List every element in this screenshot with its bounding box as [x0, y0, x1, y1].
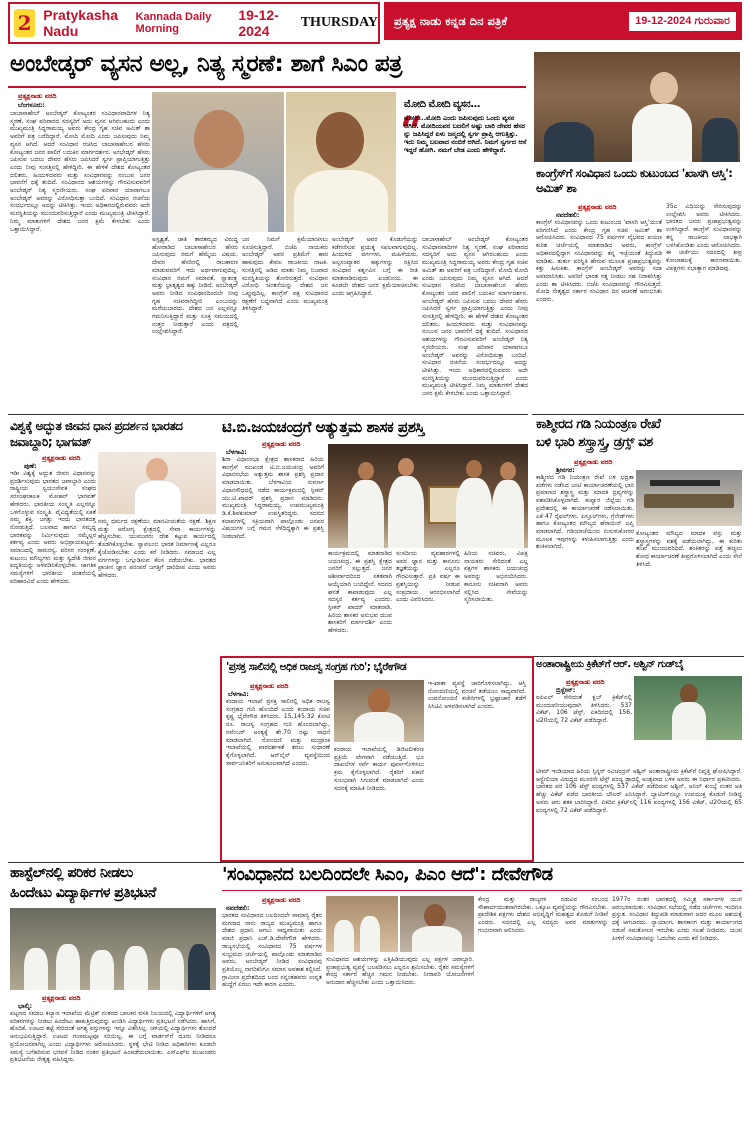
- byre-body-col1: ಕಂದಾಯ ಇಲಾಖೆ ಪ್ರಸಕ್ತ ಸಾಲಿನಲ್ಲಿ ಅಧಿಕ ರಾಜಸ್ವ ಸಂಗ್ರಹದ ಗುರಿ ಹೊಂದಿದೆ ಎಂದು ಕಂದಾಯ ಸಚಿವ ಕೃಷ್ಣ ಭೈರೇಗೌಡ ತಿಳಿಸಿದರು. 15,145.32 ಕೋಟಿ ರೂ. ರಾಜಸ್ವ ಸಂಗ್ರಹದ ಗುರಿ ಹೊಂದಲಾಗಿದ್ದು, ನವೆಂಬರ್ ಅಂತ್ಯಕ್ಕೆ ಶೇ.70 ರಷ್ಟು ಸಾಧನೆ ಮಾಡಲಾಗಿದೆ. ನೋಂದಣಿ ಮತ್ತು ಮುದ್ರಾಂಕ ಇಲಾಖೆಯಲ್ಲಿ ಪಾರದರ್ಶಕತೆ ತರಲು ಸುಧಾರಣೆ ಕೈಗೊಳ್ಳಲಾಗಿದೆ. ಆನ್‌ಲೈನ್ ವ್ಯವಸ್ಥೆಯಿಂದ ಸಾರ್ವಜನಿಕರಿಗೆ ಅನುಕೂಲವಾಗಿದೆ ಎಂದರು.: [226, 698, 330, 767]
- byre-body-col2: ಕಂದಾಯ ಇಲಾಖೆಯಲ್ಲಿ ಡಿಜಿಟಲೀಕರಣ ಪ್ರಕ್ರಿಯೆ ವೇಗವಾಗಿ ನಡೆಯುತ್ತಿದೆ. ಭೂ ದಾಖಲೆಗಳ ಸರ್ವೆ ಕಾರ್ಯ ಪೂರ್ಣಗೊಳಿಸಲು ಕ್ರಮ ಕೈಗೊಳ್ಳಲಾಗಿದೆ. ರೈತರಿಗೆ ಪಹಣಿ ಸುಲಭವಾಗಿ ಸಿಗುವಂತೆ ಮಾಡಲಾಗಿದೆ ಎಂದು ಸದನಕ್ಕೆ ಮಾಹಿತಿ ನೀಡಿದರು.: [334, 746, 424, 792]
- amit-shah-face: [194, 110, 244, 168]
- devegowda-shirt: [412, 926, 462, 952]
- kashmir-body-col1: ಕಾಶ್ಮೀರದ ಗಡಿ ನಿಯಂತ್ರಣ ರೇಖೆ ಬಳಿ ಭದ್ರತಾ ಪಡೆಗಳು ನಡೆಸಿದ ಜಂಟಿ ಕಾರ್ಯಾಚರಣೆಯಲ್ಲಿ ಭಾರಿ ಪ್ರಮಾಣದ ಶಸ್ತ್ರಾಸ್ತ್ರ ಮತ್ತು ಮಾದಕ ದ್ರವ್ಯಗಳನ್ನು ವಶಪಡಿಸಿಕೊಳ್ಳಲಾಗಿದೆ. ಕುಪ್ವಾರ ಜಿಲ್ಲೆಯ ಗಡಿ ಪ್ರದೇಶದಲ್ಲಿ ಈ ಕಾರ್ಯಾಚರಣೆ ನಡೆಸಲಾಯಿತು. ಎಕೆ 47 ರೈಫಲ್‌ಗಳು, ಪಿಸ್ತೂಲ್‌ಗಳು, ಗ್ರೆನೇಡ್‌ಗಳು ಹಾಗೂ ಕೋಟ್ಯಂತರ ಮೌಲ್ಯದ ಹೆರಾಯಿನ್ ಜಪ್ತಿ ಮಾಡಲಾಗಿದೆ. ಗಡಿಯಾಚೆಯಿಂದ ನುಸುಳುಕೋರರ ಮೂಲಕ ಇವುಗಳನ್ನು ಕಳುಹಿಸಲಾಗುತ್ತಿತ್ತು ಎಂದು ಶಂಕಿಸಲಾಗಿದೆ.: [536, 474, 634, 551]
- lead-pull-quote: ಮೋದಿ...ಮೋದಿ ಎಂದು ಜಪಿಸುವುದು ಒಂದು ವ್ಯಸನ ಆಗಿದೆ. ಮೋದಿಯವರ ಬದಲಿಗೆ ಅಷ್ಟು ಬಾರಿ ದೇವರ ಹೆಸರ ನ್ನು ಜಪಿಸಿದ್ದರೆ ಏಳು ಜನ್ಮದಲ್ಲಿ ಸ್ವರ್ಗ ಪ್ರಾಪ್ತಿ ಆಗುತ್ತಿತ್ತು. ಇದು ನಿಮ್ಮ ಬಲವಾದ ನಂಬಿಕೆ ಆಗಿದೆ. ನಿಮಗೆ ಸ್ವರ್ಗದ ಆಸೆ ಇದ್ದರೆ ಹೋಗಿ. ನಮಗೆ ಬೇಡ ಎಂದು ಹೇಳಿದ್ದಾರೆ.: [404, 114, 527, 154]
- byre-photo: [334, 680, 424, 742]
- tbj-body-col3: ಸಂಸದೀಯ ವ್ಯವಹಾರಗಳಲ್ಲಿ ಅವರ ಜ್ಞಾನ ಮತ್ತು ಕಾನೂನು ತಜ್ಞತೆಯನ್ನು ಎಲ್ಲರೂ ಗೌರವಿಸುತ್ತಾರೆ. ಪ್ರತಿ ವರ್ಷ ಈ ಪ್ರಶಸ್ತಿಯನ್ನು ನೀಡುವ ಸಂಪ್ರದಾಯ ಆರಂಭಿಸಲಾಗಿದೆ ಎಂದು ವಿವರಿಸಿದರು.: [396, 550, 460, 604]
- tbj-dateline: ಬೆಳಗಾವಿ:: [226, 448, 247, 456]
- paper-name: Pratykasha Nadu: [43, 7, 118, 39]
- gowda-headline: 'ಸಂವಿಧಾನದ ಬಲದಿಂದಲೇ ಸಿಎಂ, ಪಿಎಂ ಆದೆ': ದೇವೇಗೌಡ: [222, 864, 553, 885]
- byregowda-face: [368, 688, 390, 714]
- lead-byline: ಪ್ರತ್ಯಕ್ಷನಾಡು ವರದಿ: [18, 92, 57, 100]
- stage-person-3: [456, 478, 492, 548]
- ashwin-body-col2: ಟೀಮ್ ಇಂಡಿಯಾದ ಹಿರಿಯ ಸ್ಪಿನ್ನರ್ ರವಿಚಂದ್ರನ್ ಅಶ್ವಿನ್ ಅಂತಾರಾಷ್ಟ್ರೀಯ ಕ್ರಿಕೆಟ್‌ಗೆ ನಿವೃತ್ತಿ ಘೋಷಿಸಿದ್ದಾರೆ. ಆಸ್ಟ್ರೇಲಿಯಾ ವಿರುದ್ಧದ ಮೂರನೇ ಟೆಸ್ಟ್ ಪಂದ್ಯ ಡ್ರಾದಲ್ಲಿ ಅಂತ್ಯವಾದ ಬಳಿಕ ಅವರು ಈ ನಿರ್ಧಾರ ಪ್ರಕಟಿಸಿದರು. ಭಾರತದ ಪರ 106 ಟೆಸ್ಟ್ ಪಂದ್ಯಗಳಲ್ಲಿ 537 ವಿಕೆಟ್ ಪಡೆದಿರುವ ಅಶ್ವಿನ್, ಅನಿಲ್ ಕುಂಬ್ಳೆ ನಂತರ ಅತಿ ಹೆಚ್ಚು ವಿಕೆಟ್ ಪಡೆದ ಭಾರತೀಯ ಬೌಲರ್ ಎನಿಸಿದ್ದಾರೆ. ಬ್ಯಾಟಿಂಗ್‌ನಲ್ಲೂ ಉಪಯುಕ್ತ ಕೊಡುಗೆ ನೀಡಿದ್ದ ಅವರು ಆರು ಶತಕ ಬಾರಿಸಿದ್ದಾರೆ. ಏಕದಿನ ಕ್ರಿಕೆಟ್‌ನಲ್ಲಿ 116 ಪಂದ್ಯಗಳಲ್ಲಿ 156 ವಿಕೆಟ್, ಟಿ20ಯಲ್ಲಿ 65 ಪಂದ್ಯಗಳಲ್ಲಿ 72 ವಿಕೆಟ್ ಪಡೆದಿದ್ದಾರೆ.: [536, 768, 742, 814]
- ashwin-photo: [634, 676, 742, 740]
- byre-byline: ಪ್ರತ್ಯಕ್ಷನಾಡು ವರದಿ: [250, 682, 289, 690]
- right-divider-2: [532, 656, 744, 657]
- right-divider-1: [532, 414, 744, 415]
- seized-rifles: [650, 480, 720, 486]
- gowda-body-col2: ಸಂವಿಧಾನದ ಆಶಯಗಳನ್ನು ಎತ್ತಿಹಿಡಿಯುವುದು ಎಲ್ಲ ಪಕ್ಷಗಳ ಜವಾಬ್ದಾರಿ. ಪ್ರಜಾಪ್ರಭುತ್ವ ವ್ಯವಸ್ಥೆ ಬಲಪಡಿಸಲು ಎಲ್ಲರೂ ಶ್ರಮಿಸಬೇಕು. ರೈತರ ಸಮಸ್ಯೆಗಳಿಗೆ ಕೇಂದ್ರ ಸರ್ಕಾರ ಹೆಚ್ಚಿನ ಗಮನ ನೀಡಬೇಕು. ನೀರಾವರಿ ಯೋಜನೆಗಳಿಗೆ ಅನುದಾನ ಹೆಚ್ಚಿಸಬೇಕು ಎಂದು ಒತ್ತಾಯಿಸಿದರು.: [326, 956, 474, 987]
- kashmir-dateline: ಶ್ರೀನಗರ:: [556, 466, 575, 474]
- bhagwat-face: [146, 458, 168, 482]
- amit-parliament-photo: [534, 52, 740, 162]
- hostel-byline: ಪ್ರತ್ಯಕ್ಷನಾಡು ವರದಿ: [42, 994, 81, 1002]
- hostel-headline-line2: ಹಿಂದೇಟು ವಿದ್ಯಾರ್ಥಿಗಳ ಪ್ರತಿಭಟನೆ: [10, 885, 156, 901]
- parliament-speaker-face: [650, 72, 678, 104]
- lead-body-col1: ಬಾಬಾಸಾಹೇಬ್ ಅಂಬೇಡ್ಕರ್ ಕೋಟ್ಯಂತರ ಸಂವಿಧಾನವಾದಿಗಳ ನಿತ್ಯ ಸ್ಮರಣೆ, ಸಂಘ ಪರಿವಾರದ ಸದಸ್ಯರಿಗೆ ಅದು ವ್ಯಸನ ಆಗಿರಬಹುದು ಎಂದು ಮುಖ್ಯಮಂತ್ರಿ ಸಿದ್ದರಾಮಯ್ಯ ಅವರು ಕೇಂದ್ರ ಗೃಹ ಸಚಿವ ಅಮಿತ್ ಶಾ ಅವರಿಗೆ ಪತ್ರ ಬರೆದಿದ್ದಾರೆ. ಮೋದಿ ಮೋದಿ ಎಂದು ಜಪಿಸುವುದು ನಿಮ್ಮ ವ್ಯಸನ ಆಗಿದೆ. ಆದರೆ ಸಂವಿಧಾನ ರಚಿಸಿದ ಬಾಬಾಸಾಹೇಬರ ಹೆಸರು ಕೋಟ್ಯಂತರ ಜನರ ಪಾಲಿಗೆ ಬದುಕಿನ ಮಾರ್ಗದರ್ಶನ. ಅಂಬೇಡ್ಕರ್ ಹೆಸರು ಜಪಿಸುವ ಬದಲು ದೇವರ ಹೆಸರು ಜಪಿಸಿದರೆ ಸ್ವರ್ಗ ಪ್ರಾಪ್ತಿಯಾಗುತ್ತಿತ್ತು ಎಂದು ನೀವು ಸಂಸತ್ತಿನಲ್ಲಿ ಹೇಳಿದ್ದೀರಿ. ಈ ಹೇಳಿಕೆ ದೇಶದ ಕೋಟ್ಯಂತರ ದಲಿತರು, ಹಿಂದುಳಿದವರು ಮತ್ತು ಸಂವಿಧಾನವನ್ನು ನಂಬುವ ಜನರ ಭಾವನೆಗೆ ಧಕ್ಕೆ ತಂದಿದೆ. ಸಂವಿಧಾನದ ಆಶಯಗಳನ್ನು ಗೌರವಿಸುವವರಿಗೆ ಅಂಬೇಡ್ಕರ್ ನಿತ್ಯ ಸ್ಮರಣೀಯರು. ಸಂಘ ಪರಿವಾರ ಯಾವಾಗಲೂ ಅಂಬೇಡ್ಕರ್ ಅವರನ್ನು ವಿರೋಧಿಸುತ್ತಾ ಬಂದಿದೆ. ಸಂವಿಧಾನ ರಚನೆಯ ಸಂದರ್ಭದಲ್ಲೂ ಅದನ್ನು ಟೀಕಿಸಿತ್ತು. ಇಂದು ಅಧಿಕಾರದಲ್ಲಿರುವವರು ಅದೇ ಮನಸ್ಥಿತಿಯನ್ನು ಮುಂದುವರಿಸುತ್ತಿದ್ದಾರೆ ಎಂದು ಮುಖ್ಯಮಂತ್ರಿ ಟೀಕಿಸಿದ್ದಾರೆ. ನಿಮ್ಮ ಮಾತುಗಳಿಗೆ ದೇಶದ ಜನರ ಕ್ಷಮೆ ಕೇಳಬೇಕು ಎಂದು ಒತ್ತಾಯಿಸಿದ್ದಾರೆ.: [10, 110, 150, 233]
- kannada-paper-title: ಪ್ರತ್ಯಕ್ಷ ನಾಡು ಕನ್ನಡ ದಿನ ಪತ್ರಿಕೆ: [394, 13, 508, 28]
- lead-body-col3: ಜನ ನಿಮಗೆ ಕ್ಷಮೆಯಾಚಿಸಲು ಸೂಚಿಸುತ್ತಿದ್ದಾರೆ. ಬಿಜೆಪಿ ನಾಯಕರು ಅಂಬೇಡ್ಕರ್ ಅವರ ಪ್ರತಿಮೆಗೆ ಹಾರ ಹಾಕುವುದು ಕೇವಲ ರಾಜಕೀಯ ನಾಟಕ. ಸಂಸತ್ತಿನಲ್ಲಿ ಆಡಿದ ಮಾತು ನಿಮ್ಮ ನಿಜವಾದ ಮನಸ್ಥಿತಿಯನ್ನು ತೋರಿಸುತ್ತದೆ. ಸಂವಿಧಾನ ವಿರೋಧಿ ಚಿಂತನೆಯನ್ನು ದೇಶದ ಜನ ಒಪ್ಪುವುದಿಲ್ಲ. ಕಾಂಗ್ರೆಸ್ ಪಕ್ಷ ಸಂವಿಧಾನದ ರಕ್ಷಣೆಗೆ ಬದ್ಧವಾಗಿದೆ ಎಂದು ಮುಖ್ಯಮಂತ್ರಿ ತಿಳಿಸಿದ್ದಾರೆ.: [242, 236, 328, 313]
- paper-tagline: Kannada Daily Morning: [135, 11, 212, 35]
- gowda-meeting-photo: [326, 896, 398, 952]
- lead-photo-siddaramaiah: [286, 92, 396, 232]
- page-number: 2: [14, 9, 35, 37]
- quote-mark-icon: “: [400, 108, 424, 155]
- gowda-portrait-photo: [400, 896, 474, 952]
- bhagwat-photo: [98, 452, 216, 514]
- tbj-headline: ಟಿ.ಬಿ.ಜಯಚಂದ್ರಗೆ ಅತ್ಯುತ್ತಮ ಶಾಸಕ ಪ್ರಶಸ್ತಿ: [222, 418, 425, 436]
- parliament-member-left: [544, 122, 594, 162]
- kashmir-headline-line2: ಬಳಿ ಭಾರಿ ಶಸ್ತ್ರಾಸ್ತ್ರ, ಡ್ರಗ್ಸ್ ವಶ: [536, 435, 653, 450]
- ashwin-whites: [672, 702, 706, 740]
- stage-person-4: [492, 480, 524, 548]
- bhagwat-kurta: [134, 480, 182, 514]
- tbj-byline: ಪ್ರತ್ಯಕ್ಷನಾಡು ವರದಿ: [262, 440, 301, 448]
- parliament-speaker-kurta: [632, 104, 692, 162]
- bhagwat-body-col1: ಇಡೀ ವಿಶ್ವಕ್ಕೆ ಅದ್ಭುತ ಜೀವನ ವಿಧಾನವನ್ನು ಪ್ರದರ್ಶಿಸುವುದು ಭಾರತದ ಜವಾಬ್ದಾರಿ ಎಂದು ರಾಷ್ಟ್ರೀಯ ಸ್ವಯಂಸೇವಕ ಸಂಘದ ಸರಸಂಘಚಾಲಕ ಮೋಹನ್ ಭಾಗವತ್ ಹೇಳಿದರು. ಭಾರತೀಯ ಸಂಸ್ಕೃತಿ ಎಲ್ಲರನ್ನೂ ಒಳಗೊಳ್ಳುವ ಸಂಸ್ಕೃತಿ. ವೈವಿಧ್ಯತೆಯಲ್ಲಿ ಏಕತೆ ನಮ್ಮ ಶಕ್ತಿ. ಜಗತ್ತು ಇಂದು ಭಾರತದತ್ತ ನೋಡುತ್ತಿದೆ. ಬಲವಾದ ಹಾಗೂ ಸಮೃದ್ಧ ಭಾರತವನ್ನು ನಿರ್ಮಿಸುವುದು ನಮ್ಮೆಲ್ಲರ ಕರ್ತವ್ಯ ಎಂದು ಅವರು ಅಭಿಪ್ರಾಯಪಟ್ಟರು. ಸಮಾಜದಲ್ಲಿ ಸಾಮರಸ್ಯ, ಪರಿಸರ ಸಂರಕ್ಷಣೆ, ಕುಟುಂಬ ಮೌಲ್ಯಗಳು ಮತ್ತು ಸ್ವದೇಶಿ ಜೀವನ ಪದ್ಧತಿಯನ್ನು ಅಳವಡಿಸಿಕೊಳ್ಳಬೇಕು. ಜಾಗತಿಕ ಸಮಸ್ಯೆಗಳಿಗೆ ಭಾರತೀಯ ಚಿಂತನೆಯಲ್ಲಿ ಪರಿಹಾರವಿದೆ ಎಂದು ಹೇಳಿದರು.: [10, 470, 96, 585]
- stage-person-1-face: [358, 462, 374, 480]
- stage-person-4-face: [500, 462, 516, 480]
- parliament-member-right: [702, 118, 738, 162]
- student-2: [56, 944, 80, 990]
- meeting-person-2: [360, 916, 380, 952]
- amit-dateline: ನವದೆಹಲಿ:: [556, 211, 580, 219]
- masthead-english: [8, 2, 380, 44]
- amit-headline: ಕಾಂಗ್ರೆಸ್‌ಗೆ ಸಂವಿಧಾನ ಒಂದು ಕುಟುಂಬದ 'ಖಾಸಗಿ ಆಸ್ತಿ': ಅಮಿತ್ ಶಾ: [536, 166, 733, 195]
- lead-body-col5: ಬಾಬಾಸಾಹೇಬ್ ಅಂಬೇಡ್ಕರ್ ಕೋಟ್ಯಂತರ ಸಂವಿಧಾನವಾದಿಗಳ ನಿತ್ಯ ಸ್ಮರಣೆ, ಸಂಘ ಪರಿವಾರದ ಸದಸ್ಯರಿಗೆ ಅದು ವ್ಯಸನ ಆಗಿರಬಹುದು ಎಂದು ಮುಖ್ಯಮಂತ್ರಿ ಸಿದ್ದರಾಮಯ್ಯ ಅವರು ಕೇಂದ್ರ ಗೃಹ ಸಚಿವ ಅಮಿತ್ ಶಾ ಅವರಿಗೆ ಪತ್ರ ಬರೆದಿದ್ದಾರೆ. ಮೋದಿ ಮೋದಿ ಎಂದು ಜಪಿಸುವುದು ನಿಮ್ಮ ವ್ಯಸನ ಆಗಿದೆ. ಆದರೆ ಸಂವಿಧಾನ ರಚಿಸಿದ ಬಾಬಾಸಾಹೇಬರ ಹೆಸರು ಕೋಟ್ಯಂತರ ಜನರ ಪಾಲಿಗೆ ಬದುಕಿನ ಮಾರ್ಗದರ್ಶನ. ಅಂಬೇಡ್ಕರ್ ಹೆಸರು ಜಪಿಸುವ ಬದಲು ದೇವರ ಹೆಸರು ಜಪಿಸಿದರೆ ಸ್ವರ್ಗ ಪ್ರಾಪ್ತಿಯಾಗುತ್ತಿತ್ತು ಎಂದು ನೀವು ಸಂಸತ್ತಿನಲ್ಲಿ ಹೇಳಿದ್ದೀರಿ. ಈ ಹೇಳಿಕೆ ದೇಶದ ಕೋಟ್ಯಂತರ ದಲಿತರು, ಹಿಂದುಳಿದವರು ಮತ್ತು ಸಂವಿಧಾನವನ್ನು ನಂಬುವ ಜನರ ಭಾವನೆಗೆ ಧಕ್ಕೆ ತಂದಿದೆ. ಸಂವಿಧಾನದ ಆಶಯಗಳನ್ನು ಗೌರವಿಸುವವರಿಗೆ ಅಂಬೇಡ್ಕರ್ ನಿತ್ಯ ಸ್ಮರಣೀಯರು. ಸಂಘ ಪರಿವಾರ ಯಾವಾಗಲೂ ಅಂಬೇಡ್ಕರ್ ಅವರನ್ನು ವಿರೋಧಿಸುತ್ತಾ ಬಂದಿದೆ. ಸಂವಿಧಾನ ರಚನೆಯ ಸಂದರ್ಭದಲ್ಲೂ ಅದನ್ನು ಟೀಕಿಸಿತ್ತು. ಇಂದು ಅಧಿಕಾರದಲ್ಲಿರುವವರು ಅದೇ ಮನಸ್ಥಿತಿಯನ್ನು ಮುಂದುವರಿಸುತ್ತಿದ್ದಾರೆ ಎಂದು ಮುಖ್ಯಮಂತ್ರಿ ಟೀಕಿಸಿದ್ದಾರೆ. ನಿಮ್ಮ ಮಾತುಗಳಿಗೆ ದೇಶದ ಜನರ ಕ್ಷಮೆ ಕೇಳಬೇಕು ಎಂದು ಒತ್ತಾಯಿಸಿದ್ದಾರೆ.: [422, 236, 528, 398]
- gowda-byline: ಪ್ರತ್ಯಕ್ಷನಾಡು ವರದಿ: [262, 896, 301, 904]
- hostel-body: ಪಟ್ಟಣದ ಸಮಾಜ ಕಲ್ಯಾಣ ಇಲಾಖೆಯ ಮೆಟ್ರಿಕ್ ನಂತರದ ಬಾಲಕರ ವಸತಿ ನಿಲಯದಲ್ಲಿ ವಿದ್ಯಾರ್ಥಿಗಳಿಗೆ ಅಗತ್ಯ ಪರಿಕರಗಳನ್ನು ನೀಡಲು ಹಿಂದೇಟು ಹಾಕುತ್ತಿರುವುದನ್ನು ಖಂಡಿಸಿ ವಿದ್ಯಾರ್ಥಿಗಳು ಪ್ರತಿಭಟನೆ ನಡೆಸಿದರು. ಹಾಸಿಗೆ, ಹೊದಿಕೆ, ಊಟದ ತಟ್ಟೆ ಸೇರಿದಂತೆ ಅಗತ್ಯ ವಸ್ತುಗಳನ್ನು ಇನ್ನೂ ವಿತರಿಸಿಲ್ಲ. ಚಳಿಯಲ್ಲಿ ವಿದ್ಯಾರ್ಥಿಗಳು ತೊಂದರೆ ಅನುಭವಿಸುತ್ತಿದ್ದಾರೆ. ಊಟದ ಗುಣಮಟ್ಟವೂ ಸರಿಯಿಲ್ಲ. ಈ ಬಗ್ಗೆ ವಾರ್ಡನ್‌ಗೆ ದೂರು ನೀಡಿದರೂ ಪ್ರಯೋಜನವಾಗಿಲ್ಲ ಎಂದು ವಿದ್ಯಾರ್ಥಿಗಳು ಆರೋಪಿಸಿದರು. ಸ್ಥಳಕ್ಕೆ ಭೇಟಿ ನೀಡಿದ ಅಧಿಕಾರಿಗಳು ಕೂಡಲೇ ಸಮಸ್ಯೆ ಬಗೆಹರಿಸುವ ಭರವಸೆ ನೀಡಿದ ನಂತರ ಪ್ರತಿಭಟನೆ ಹಿಂಪಡೆಯಲಾಯಿತು. ಎಸ್‌ಎಫ್‌ಐ ಮುಖಂಡರು ಪ್ರತಿಭಟನೆಯ ನೇತೃತ್ವ ವಹಿಸಿದ್ದರು.: [10, 1010, 216, 1064]
- byre-dateline: ಬೆಳಗಾವಿ:: [228, 690, 249, 698]
- kashmir-byline: ಪ್ರತ್ಯಕ್ಷನಾಡು ವರದಿ: [574, 458, 613, 466]
- ashwin-headline: ಅಂತಾರಾಷ್ಟ್ರೀಯ ಕ್ರಿಕೆಟ್‌ಗೆ ಆರ್. ಅಶ್ವಿನ್ ಗುಡ್‌ಬೈ: [536, 659, 684, 670]
- student-3: [90, 950, 114, 990]
- bhagwat-headline: ವಿಶ್ವಕ್ಕೆ ಅದ್ಭುತ ಜೀವನ ಧಾನ ಪ್ರದರ್ಶನ ಭಾರತದ ಜವಾಬ್ದಾರಿ; ಭಾಗವತ್: [10, 419, 183, 449]
- kashmir-seized-items-photo: [636, 470, 742, 526]
- kannada-issue-date: 19-12-2024 ಗುರುವಾರ: [629, 12, 736, 31]
- gowda-body-col3: ಕೇಂದ್ರ ಮತ್ತು ರಾಜ್ಯಗಳ ನಡುವಿನ ಸಂಬಂಧ ಸೌಹಾರ್ದಯುತವಾಗಿರಬೇಕು. ಒಕ್ಕೂಟ ವ್ಯವಸ್ಥೆಯನ್ನು ಗೌರವಿಸಬೇಕು. ಪ್ರಾದೇಶಿಕ ಪಕ್ಷಗಳು ದೇಶದ ಅಭಿವೃದ್ಧಿಗೆ ಮಹತ್ವದ ಕೊಡುಗೆ ನೀಡಿವೆ ಎಂದರು. ಸದನದಲ್ಲಿ ಎಲ್ಲ ಸದಸ್ಯರು ಅವರ ಮಾತುಗಳನ್ನು ಗಂಭೀರವಾಗಿ ಆಲಿಸಿದರು.: [478, 896, 608, 934]
- amit-byline: ಪ್ರತ್ಯಕ್ಷನಾಡು ವರದಿ: [578, 203, 617, 211]
- lead-body-col4: ಅಂಬೇಡ್ಕರ್ ಅವರ ಕೊಡುಗೆಯನ್ನು ಕಡೆಗಣಿಸುವ ಪ್ರಯತ್ನ ಸಫಲವಾಗುವುದಿಲ್ಲ. ಹಿಂದುಳಿದ ವರ್ಗಗಳು, ಮಹಿಳೆಯರು, ಅಲ್ಪಸಂಖ್ಯಾತರ ಹಕ್ಕುಗಳನ್ನು ರಕ್ಷಿಸಿದ ಸಂವಿಧಾನ ಕರ್ತೃವಿನ ಬಗ್ಗೆ ಈ ರೀತಿ ಮಾತನಾಡಿರುವುದು ಖಂಡನೀಯ. ಈ ಕೂಡಲೇ ದೇಶದ ಜನರ ಕ್ಷಮೆಯಾಚಿಸಬೇಕು ಎಂದು ಆಗ್ರಹಿಸಿದ್ದಾರೆ.: [332, 236, 418, 297]
- bottom-divider: [8, 862, 744, 863]
- student-5: [160, 948, 184, 990]
- gowda-body-col4: 1977ರ ನಂತರ ಭಾರತದಲ್ಲಿ ಸಮ್ಮಿಶ್ರ ಸರ್ಕಾರಗಳ ಯುಗ ಆರಂಭವಾಯಿತು. ಸಂವಿಧಾನ ಸಭೆಯಲ್ಲಿ ನಡೆದ ಚರ್ಚೆಗಳು ಇಂದಿಗೂ ಪ್ರಸ್ತುತ. ಸಂವಿಧಾನ ತಿದ್ದುಪಡಿ ಮಾಡುವಾಗ ಅದರ ಮೂಲ ಆಶಯಕ್ಕೆ ಧಕ್ಕೆ ಆಗಬಾರದು. ನ್ಯಾಯಾಂಗ, ಶಾಸಕಾಂಗ ಮತ್ತು ಕಾರ್ಯಾಂಗದ ನಡುವೆ ಸಮತೋಲನ ಇರಬೇಕು ಎಂದು ಸಲಹೆ ನೀಡಿದರು. ಯುವ ಪೀಳಿಗೆ ಸಂವಿಧಾನವನ್ನು ಓದಬೇಕು ಎಂದು ಕರೆ ನೀಡಿದರು.: [612, 896, 742, 942]
- student-4: [124, 946, 148, 990]
- ashwin-body-col1: ಐಪಿಎಲ್ ಸೇರಿದಂತೆ ಕ್ಲಬ್ ಕ್ರಿಕೆಟ್‌ನಲ್ಲಿ ಮುಂದುವರಿಯುವುದಾಗಿ ತಿಳಿಸಿದರು. 537 ವಿಕೆಟ್, 106 ಟೆಸ್ಟ್, ಏಕದಿನದಲ್ಲಿ 156, ಟಿ20ಯಲ್ಲಿ 72 ವಿಕೆಟ್ ಪಡೆದಿದ್ದಾರೆ.: [536, 694, 632, 725]
- masthead: [0, 0, 750, 46]
- gowda-rule: [222, 890, 742, 891]
- issue-day: THURSDAY: [300, 15, 378, 30]
- kashmir-body-col2: ಕೋಟ್ಯಂತರ ಮೌಲ್ಯದ ಮಾದಕ ವಸ್ತು ಮತ್ತು ಶಸ್ತ್ರಾಸ್ತ್ರಗಳನ್ನು ವಶಕ್ಕೆ ಪಡೆಯಲಾಗಿದ್ದು, ಈ ಕುರಿತು ತನಿಖೆ ಮುಂದುವರಿದಿದೆ. ಶಂಕಿತರನ್ನು ಪತ್ತೆ ಹಚ್ಚಲು ಶೋಧ ಕಾರ್ಯಾಚರಣೆ ತೀವ್ರಗೊಳಿಸಲಾಗಿದೆ ಎಂದು ಸೇನೆ ತಿಳಿಸಿದೆ.: [636, 530, 742, 568]
- issue-date: 19-12-2024: [238, 7, 279, 39]
- masthead-kannada: [384, 2, 742, 40]
- meeting-person-1: [334, 920, 354, 952]
- stage-person-2: [388, 476, 424, 548]
- lead-body-col2: ಅಸ್ಪೃಶ್ಯತೆ, ಜಾತಿ ತಾರತಮ್ಯದ ವಿರುದ್ಧ ಹೋರಾಡಿದ ಬಾಬಾಸಾಹೇಬರ ಹೆಸರು ಜಪಿಸುವುದು ನಮಗೆ ಹೆಮ್ಮೆಯ ವಿಷಯ. ದೇವರ ಹೆಸರಿನಲ್ಲಿ ರಾಜಕಾರಣ ಮಾಡುವವರಿಗೆ ಇದು ಅರ್ಥವಾಗುವುದಿಲ್ಲ. ಸಂವಿಧಾನ ನಮಗೆ ಸಮಾನತೆ, ಸ್ವಾತಂತ್ರ್ಯ ಮತ್ತು ಭ್ರಾತೃತ್ವದ ಹಕ್ಕು ನೀಡಿದೆ. ಅಂಬೇಡ್ಕರ್ ಅವರು ನೀಡಿದ ಸಂವಿಧಾನದಿಂದಲೇ ನೀವು ಗೃಹ ಸಚಿವರಾಗಿದ್ದೀರಿ ಎಂಬುದನ್ನು ಮರೆಯಬಾರದು. ದೇಶದ ಜನ ಎಲ್ಲವನ್ನೂ ಗಮನಿಸುತ್ತಿದ್ದಾರೆ ಮತ್ತು ಸೂಕ್ತ ಸಮಯದಲ್ಲಿ ಉತ್ತರ ನೀಡುತ್ತಾರೆ ಎಂದು ಪತ್ರದಲ್ಲಿ ಉಲ್ಲೇಖಿಸಿದ್ದಾರೆ.: [152, 236, 238, 336]
- hostel-headline-line1: ಹಾಸ್ಟೆಲ್‌ನಲ್ಲಿ ಪರಿಕರ ನೀಡಲು: [10, 865, 133, 881]
- siddaramaiah-shirt: [294, 170, 388, 232]
- tbj-body-col4: ಹಿರಿಯ ಸಚಿವರು, ವಿಪಕ್ಷ ನಾಯಕರು ಸೇರಿದಂತೆ ಎಲ್ಲ ಪಕ್ಷಗಳ ಶಾಸಕರು ಜಯಚಂದ್ರ ಅವರನ್ನು ಅಭಿನಂದಿಸಿದರು. ಕಾನೂನು ಸಚಿವರಾಗಿ ಅವರು ಸಲ್ಲಿಸಿದ ಸೇವೆಯನ್ನು ಸ್ಮರಿಸಲಾಯಿತು.: [464, 550, 528, 604]
- ashwin-face: [680, 684, 698, 704]
- byre-body-col3: ಇ-ಖಾತಾ ವ್ಯವಸ್ಥೆ ಜಾರಿಗೊಳಿಸಲಾಗಿದ್ದು, ಆಸ್ತಿ ನೋಂದಣಿಯಲ್ಲಿ ವಂಚನೆ ತಡೆಯಲು ಸಾಧ್ಯವಾಗಿದೆ. ಉಪನೋಂದಣಿ ಕಚೇರಿಗಳಲ್ಲಿ ಭ್ರಷ್ಟಾಚಾರ ತಡೆಗೆ ಸಿಸಿಟಿವಿ ಅಳವಡಿಸಲಾಗಿದೆ ಎಂದರು.: [428, 680, 526, 711]
- gowda-body-col1: ಭಾರತದ ಸಂವಿಧಾನದ ಬಲದಿಂದಲೇ ಸಾಮಾನ್ಯ ರೈತನ ಮಗನಾದ ನಾನು ರಾಜ್ಯದ ಮುಖ್ಯಮಂತ್ರಿ ಹಾಗೂ ದೇಶದ ಪ್ರಧಾನಿ ಆಗಲು ಸಾಧ್ಯವಾಯಿತು ಎಂದು ಮಾಜಿ ಪ್ರಧಾನಿ ಎಚ್.ಡಿ.ದೇವೇಗೌಡ ಹೇಳಿದರು. ರಾಜ್ಯಸಭೆಯಲ್ಲಿ ಸಂವಿಧಾನದ 75 ವರ್ಷಗಳ ಸಂಭ್ರಮದ ಚರ್ಚೆಯಲ್ಲಿ ಪಾಲ್ಗೊಂಡು ಮಾತನಾಡಿದ ಅವರು, ಅಂಬೇಡ್ಕರ್ ನೀಡಿದ ಸಂವಿಧಾನವು ಪ್ರತಿಯೊಬ್ಬ ನಾಗರಿಕನಿಗೂ ಸಮಾನ ಅವಕಾಶ ಕಲ್ಪಿಸಿದೆ. ಗ್ರಾಮೀಣ ಪ್ರದೇಶದಿಂದ ಬಂದ ನನ್ನಂತಹವರು ಉನ್ನತ ಹುದ್ದೆಗೆ ಏರಲು ಇದೇ ಕಾರಣ ಎಂದರು.: [222, 912, 322, 989]
- ashwin-dateline: ಬ್ರಿಸ್ಬೇನ್:: [556, 686, 576, 694]
- tbj-body-col1: ಶಿರಾ ವಿಧಾನಸಭಾ ಕ್ಷೇತ್ರದ ಶಾಸಕರಾದ ಹಿರಿಯ ಕಾಂಗ್ರೆಸ್ ಮುಖಂಡ ಟಿ.ಬಿ.ಜಯಚಂದ್ರ ಅವರಿಗೆ ವಿಧಾನಸಭೆಯ ಅತ್ಯುತ್ತಮ ಶಾಸಕ ಪ್ರಶಸ್ತಿ ಪ್ರದಾನ ಮಾಡಲಾಯಿತು. ಬೆಳಗಾವಿಯ ಸುವರ್ಣ ವಿಧಾನಸೌಧದಲ್ಲಿ ನಡೆದ ಕಾರ್ಯಕ್ರಮದಲ್ಲಿ ಸ್ಪೀಕರ್ ಯು.ಟಿ.ಖಾದರ್ ಪ್ರಶಸ್ತಿ ಪ್ರದಾನ ಮಾಡಿದರು. ಮುಖ್ಯಮಂತ್ರಿ ಸಿದ್ದರಾಮಯ್ಯ, ಉಪಮುಖ್ಯಮಂತ್ರಿ ಡಿ.ಕೆ.ಶಿವಕುಮಾರ್ ಉಪಸ್ಥಿತರಿದ್ದರು. ಸದನದ ಕಲಾಪಗಳಲ್ಲಿ ಸಕ್ರಿಯವಾಗಿ ಪಾಲ್ಗೊಂಡು ಜನಪರ ವಿಷಯಗಳ ಬಗ್ಗೆ ಗಮನ ಸೆಳೆದಿದ್ದಕ್ಕಾಗಿ ಈ ಪ್ರಶಸ್ತಿ ನೀಡಲಾಗಿದೆ.: [222, 456, 324, 541]
- seized-packets: [644, 494, 734, 508]
- lead-quote-title: ಮೋದಿ ಮೋದಿ ವ್ಯಸನ...: [404, 99, 481, 110]
- stage-person-3-face: [466, 460, 482, 478]
- bhagwat-body-col2: ನಮ್ಮ ಧರ್ಮದ ರಕ್ಷಣೆಯು ಮಾನವೀಯತೆಯ ರಕ್ಷಣೆ. ಶಿಕ್ಷಣ ಮತ್ತು ಆರೋಗ್ಯ ಕ್ಷೇತ್ರದಲ್ಲಿ ಸೇವಾ ಕಾರ್ಯಗಳನ್ನು ಹೆಚ್ಚಿಸಬೇಕು. ಯುವಜನರು ದೇಶ ಕಟ್ಟುವ ಕಾರ್ಯದಲ್ಲಿ ತೊಡಗಿಕೊಳ್ಳಬೇಕು. ಸ್ವಾವಲಂಬಿ ಭಾರತ ನಿರ್ಮಾಣಕ್ಕೆ ಎಲ್ಲರೂ ಕೈಜೋಡಿಸಬೇಕು ಎಂದು ಕರೆ ನೀಡಿದರು. ಸಮಾಜದ ಎಲ್ಲ ವರ್ಗಗಳನ್ನು ಒಗ್ಗೂಡಿಸುವ ಕೆಲಸ ನಡೆಯಬೇಕು. ಭಾರತದ ಪ್ರಾಚೀನ ಜ್ಞಾನ ಪರಂಪರೆ ಜಗತ್ತಿಗೆ ದಾರಿದೀಪ ಎಂದು ಅವರು ಹೇಳಿದರು.: [98, 518, 216, 579]
- stage-person-2-face: [398, 458, 414, 476]
- lead-dateline: ಬೆಂಗಳೂರು:: [18, 101, 45, 109]
- byregowda-shirt: [354, 712, 404, 742]
- mid-divider: [8, 414, 528, 415]
- tbj-award-photo: [328, 444, 528, 548]
- student-1: [24, 948, 48, 990]
- byre-headline: 'ಪ್ರಸಕ್ತ ಸಾಲಿನಲ್ಲಿ ಅಧಿಕ ರಾಜಸ್ವ ಸಂಗ್ರಹ ಗುರಿ'; ಭೈರೇಗೌಡ: [226, 661, 407, 673]
- siddaramaiah-face: [316, 112, 364, 168]
- amit-body-col1: ಕಾಂಗ್ರೆಸ್ ಸಂವಿಧಾನವನ್ನು ಒಂದು ಕುಟುಂಬದ 'ಖಾಸಗಿ ಆಸ್ತಿ'ಯಂತೆ ಪರಿಗಣಿಸಿದೆ ಎಂದು ಕೇಂದ್ರ ಗೃಹ ಸಚಿವ ಅಮಿತ್ ಶಾ ಆರೋಪಿಸಿದರು. ಸಂವಿಧಾನದ 75 ವರ್ಷಗಳ ವೈಭವದ ಪಯಣ ಕುರಿತ ಚರ್ಚೆಯಲ್ಲಿ ಮಾತನಾಡಿದ ಅವರು, ಕಾಂಗ್ರೆಸ್ ಅಧಿಕಾರದಲ್ಲಿದ್ದಾಗ ಸಂವಿಧಾನವನ್ನು ತನ್ನ ಇಚ್ಛೆಯಂತೆ ತಿದ್ದುಪಡಿ ಮಾಡಿತು. ತುರ್ತು ಪರಿಸ್ಥಿತಿ ಹೇರುವ ಮೂಲಕ ಪ್ರಜಾಪ್ರಭುತ್ವವನ್ನು ಕತ್ತು ಹಿಸುಕಿತು. ಕಾಂಗ್ರೆಸ್ ಅಂಬೇಡ್ಕರ್ ಅವರನ್ನು ಸದಾ ಅವಮಾನಿಸಿತು. ಅವರಿಗೆ ಭಾರತ ರತ್ನ ನೀಡಲು ಸಹ ನಿರಾಕರಿಸಿತ್ತು ಎಂದು ಶಾ ಟೀಕಿಸಿದರು. ಬಿಜೆಪಿ ಸಂವಿಧಾನವನ್ನು ಗೌರವಿಸುತ್ತದೆ. ಮೋದಿ ನೇತೃತ್ವದ ಸರ್ಕಾರ ಸಂವಿಧಾನ ದಿನ ಆಚರಣೆ ಆರಂಭಿಸಿತು ಎಂದರು.: [536, 219, 662, 304]
- devegowda-face: [424, 904, 446, 928]
- tbj-body-col2: ಕಾರ್ಯಕ್ರಮದಲ್ಲಿ ಮಾತನಾಡಿದ ಜಯಚಂದ್ರ, ಈ ಪ್ರಶಸ್ತಿ ಕ್ಷೇತ್ರದ ಜನರಿಗೆ ಸಲ್ಲುತ್ತದೆ. ಜನರ ಆಶೀರ್ವಾದದಿಂದ ಸತತವಾಗಿ ಆಯ್ಕೆಯಾಗಿ ಬಂದಿದ್ದೇನೆ. ಸದನದ ಘನತೆ ಕಾಪಾಡುವುದು ಎಲ್ಲ ಸದಸ್ಯರ ಕರ್ತವ್ಯ ಎಂದರು. ಸ್ಪೀಕರ್ ಖಾದರ್ ಮಾತನಾಡಿ, ಹಿರಿಯ ಶಾಸಕರ ಅನುಭವ ಯುವ ಶಾಸಕರಿಗೆ ಮಾರ್ಗದರ್ಶಿ ಎಂದು ಹೇಳಿದರು.: [328, 550, 392, 635]
- stage-person-1: [348, 480, 384, 548]
- lead-photo-amit-shah: [152, 92, 284, 232]
- bhagwat-byline: ಪ್ರತ್ಯಕ್ಷನಾಡು ವರದಿ: [42, 454, 81, 462]
- bhagwat-dateline: ಪುಣೆ:: [24, 462, 37, 470]
- amit-shah-kurta: [168, 170, 268, 232]
- hostel-protest-photo: [10, 908, 216, 990]
- ashwin-byline: ಪ್ರತ್ಯಕ್ಷನಾಡು ವರದಿ: [566, 678, 605, 686]
- gowda-dateline: ನವದೆಹಲಿ:: [226, 904, 250, 912]
- kashmir-headline-line1: ಕಾಶ್ಮೀರದ ಗಡಿ ನಿಯಂತ್ರಣ ರೇಖೆ: [536, 417, 661, 432]
- hostel-dateline: ಭಾಲ್ಕಿ:: [18, 1002, 33, 1010]
- amit-body-col2: 35ಎ ವಿಧಿಯನ್ನು ಸೇರಿಸುವುದನ್ನು ಉಲ್ಲೇಖಿಸಿ ಅವರು ಟೀಕಿಸಿದರು. ಭಾರತದ ಜನರು ಪ್ರಜಾಪ್ರಭುತ್ವವನ್ನು ಉಳಿಸಿದ್ದಾರೆ. ಕಾಂಗ್ರೆಸ್ ಸಂವಿಧಾನವನ್ನು ತನ್ನ ರಾಜಕೀಯ ಲಾಭಕ್ಕಾಗಿ ಬಳಸಿಕೊಂಡಿತು ಎಂದು ಆರೋಪಿಸಿದರು. ಈ ಚರ್ಚೆಯು ಸದನದಲ್ಲಿ ತೀವ್ರ ಕೋಲಾಹಲಕ್ಕೆ ಕಾರಣವಾಯಿತು. ವಿಪಕ್ಷಗಳು ಸಭಾತ್ಯಾಗ ಮಾಡಿದವು.: [666, 203, 742, 272]
- lead-rule: [8, 86, 526, 88]
- student-6: [188, 944, 210, 990]
- lead-headline: ಅಂಬೇಡ್ಕರ್ ವ್ಯಸನ ಅಲ್ಲ, ನಿತ್ಯ ಸ್ಮರಣೆ: ಶಾಗೆ ಸಿಎಂ ಪತ್ರ: [10, 51, 402, 77]
